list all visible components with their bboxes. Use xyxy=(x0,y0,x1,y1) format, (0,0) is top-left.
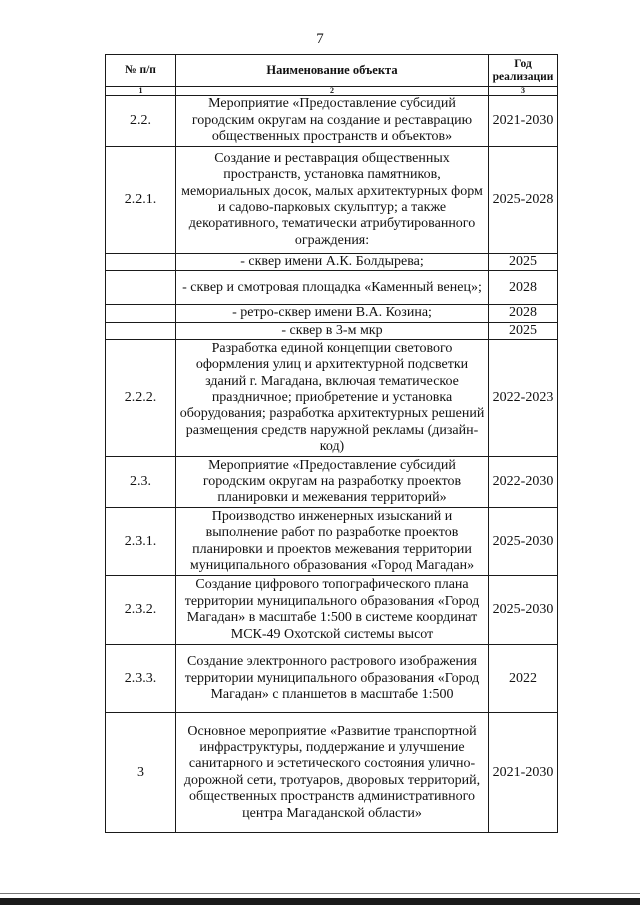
row-year: 2025-2028 xyxy=(489,147,558,254)
table-row xyxy=(106,96,558,147)
row-name: Основное мероприятие «Развитие транспортной инфраструктуры, поддержание и улучшение санитарного и эстетического состояния улично-дорожной сети, тротуаров, дворовых территорий, общественных пространств административного центра Магаданской области» xyxy=(176,713,489,833)
row-year: 2025 xyxy=(489,322,558,339)
row-number xyxy=(106,305,176,322)
table-header-row xyxy=(106,55,558,87)
scan-edge-line xyxy=(0,893,640,894)
row-name: Создание цифрового топографического плана территории муниципального образования «Город Магадан» в масштабе 1:500 в системе координат МСК-49 Охотской системы высот xyxy=(176,576,489,645)
table-row xyxy=(106,305,558,322)
row-year: 2022-2023 xyxy=(489,340,558,457)
row-number: 2.3.1. xyxy=(106,508,176,576)
table-row xyxy=(106,147,558,254)
row-name: Мероприятие «Предоставление субсидий городским округам на разработку проектов планировки и межевания территорий» xyxy=(176,457,489,508)
row-name: Создание и реставрация общественных пространств, установка памятников, мемориальных досок, малых архитектурных форм и садово-парковых скульптур; а также декоративного, тематически атрибутированного ограждения: xyxy=(176,147,489,254)
table-row xyxy=(106,340,558,457)
row-name: - сквер имени А.К. Болдырева; xyxy=(176,254,489,271)
objects-table xyxy=(105,54,558,833)
column-index-row xyxy=(106,87,558,96)
page-number: 7 xyxy=(316,31,324,47)
row-number: 3 xyxy=(106,713,176,833)
row-name: Создание электронного растрового изображения территории муниципального образования «Город Магадан» с планшетов в масштабе 1:500 xyxy=(176,645,489,713)
row-name: - сквер и смотровая площадка «Каменный венец»; xyxy=(176,271,489,305)
table-row xyxy=(106,457,558,508)
column-index: 1 xyxy=(106,87,176,96)
row-year: 2021-2030 xyxy=(489,713,558,833)
table-row xyxy=(106,254,558,271)
header-year: Год реализации xyxy=(489,55,558,87)
row-name: Мероприятие «Предоставление субсидий городским округам на создание и реставрацию общественных пространств и объектов» xyxy=(176,96,489,147)
scan-bottom-border xyxy=(0,898,640,905)
row-year: 2028 xyxy=(489,271,558,305)
row-number xyxy=(106,271,176,305)
row-year: 2028 xyxy=(489,305,558,322)
row-number xyxy=(106,254,176,271)
row-year: 2021-2030 xyxy=(489,96,558,147)
table-row xyxy=(106,576,558,645)
table-row xyxy=(106,322,558,339)
row-number: 2.3. xyxy=(106,457,176,508)
row-number: 2.2.2. xyxy=(106,340,176,457)
column-index: 2 xyxy=(176,87,489,96)
table-row xyxy=(106,508,558,576)
row-name: - ретро-сквер имени В.А. Козина; xyxy=(176,305,489,322)
row-year: 2022-2030 xyxy=(489,457,558,508)
row-number: 2.3.3. xyxy=(106,645,176,713)
row-number: 2.2.1. xyxy=(106,147,176,254)
header-name: Наименование объекта xyxy=(176,55,489,87)
row-number: 2.2. xyxy=(106,96,176,147)
row-number xyxy=(106,322,176,339)
row-name: - сквер в 3-м мкр xyxy=(176,322,489,339)
row-name: Разработка единой концепции светового оформления улиц и архитектурной подсветки зданий г. Магадана, включая тематическое праздничное; приобретение и установка оборудования; разработка архитектурных решений размещения средств наружной рекламы (дизайн-код) xyxy=(176,340,489,457)
row-name: Производство инженерных изысканий и выполнение работ по разработке проектов планировки и проектов межевания территории муниципального образования «Город Магадан» xyxy=(176,508,489,576)
table-row xyxy=(106,271,558,305)
header-num: № п/п xyxy=(106,55,176,87)
table-row xyxy=(106,645,558,713)
row-number: 2.3.2. xyxy=(106,576,176,645)
column-index: 3 xyxy=(489,87,558,96)
row-year: 2022 xyxy=(489,645,558,713)
row-year: 2025-2030 xyxy=(489,508,558,576)
row-year: 2025 xyxy=(489,254,558,271)
row-year: 2025-2030 xyxy=(489,576,558,645)
table-row xyxy=(106,713,558,833)
